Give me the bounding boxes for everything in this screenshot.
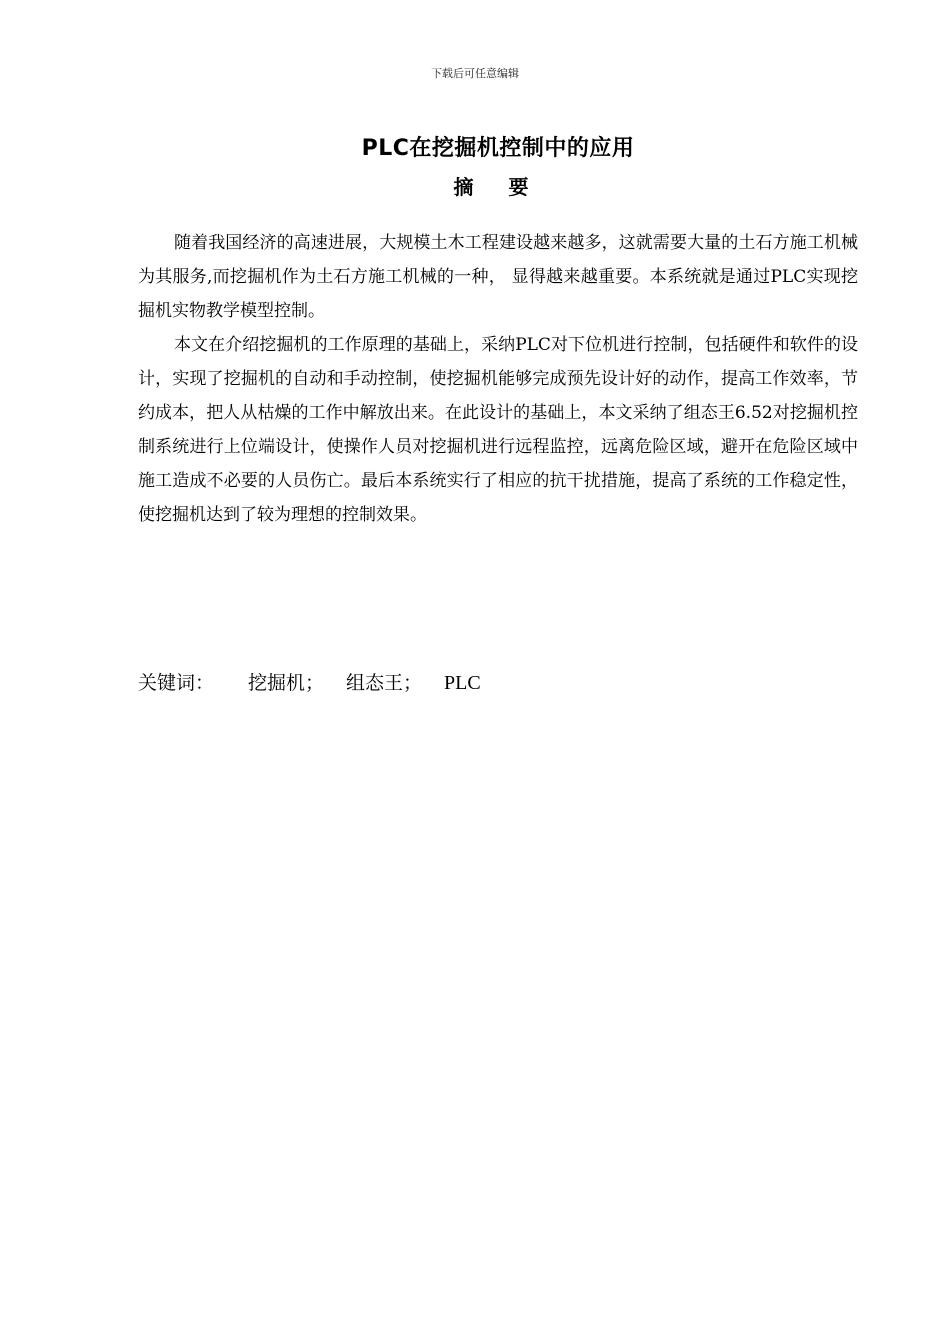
keyword-item: PLC <box>444 672 481 694</box>
keywords-line <box>138 666 858 700</box>
abstract-body <box>138 226 858 532</box>
keyword-item: 组态王； <box>346 672 423 694</box>
abstract-paragraph-1: 随着我国经济的高速进展，大规模土木工程建设越来越多，这就需要大量的土石方施工机械为其服务,而挖掘机作为土石方施工机械的一种， 显得越来越重要。本系统就是通过PLC实现挖掘机实物教学模型控制。 <box>138 233 858 321</box>
keywords-label: 关键词： <box>138 672 215 694</box>
abstract-heading: 摘 要 <box>453 175 543 199</box>
abstract-paragraph-2: 本文在介绍挖掘机的工作原理的基础上，采纳PLC对下位机进行控制，包括硬件和软件的设计，实现了挖掘机的自动和手动控制，使挖掘机能够完成预先设计好的动作，提高工作效率，节约成本，把人从枯燥的工作中解放出来。在此设计的基础上，本文采纳了组态王6.52对挖掘机控制系统进行上位端设计，使操作人员对挖掘机进行远程监控，远离危险区域，避开在危险区域中施工造成不必要的人员伤亡。最后本系统实行了相应的抗干扰措施，提高了系统的工作稳定性，使挖掘机达到了较为理想的控制效果。 <box>138 335 858 525</box>
keyword-item: 挖掘机； <box>248 672 325 694</box>
document-title: PLC在挖掘机控制中的应用 <box>361 136 635 161</box>
header-note: 下载后可任意编辑 <box>431 67 519 80</box>
